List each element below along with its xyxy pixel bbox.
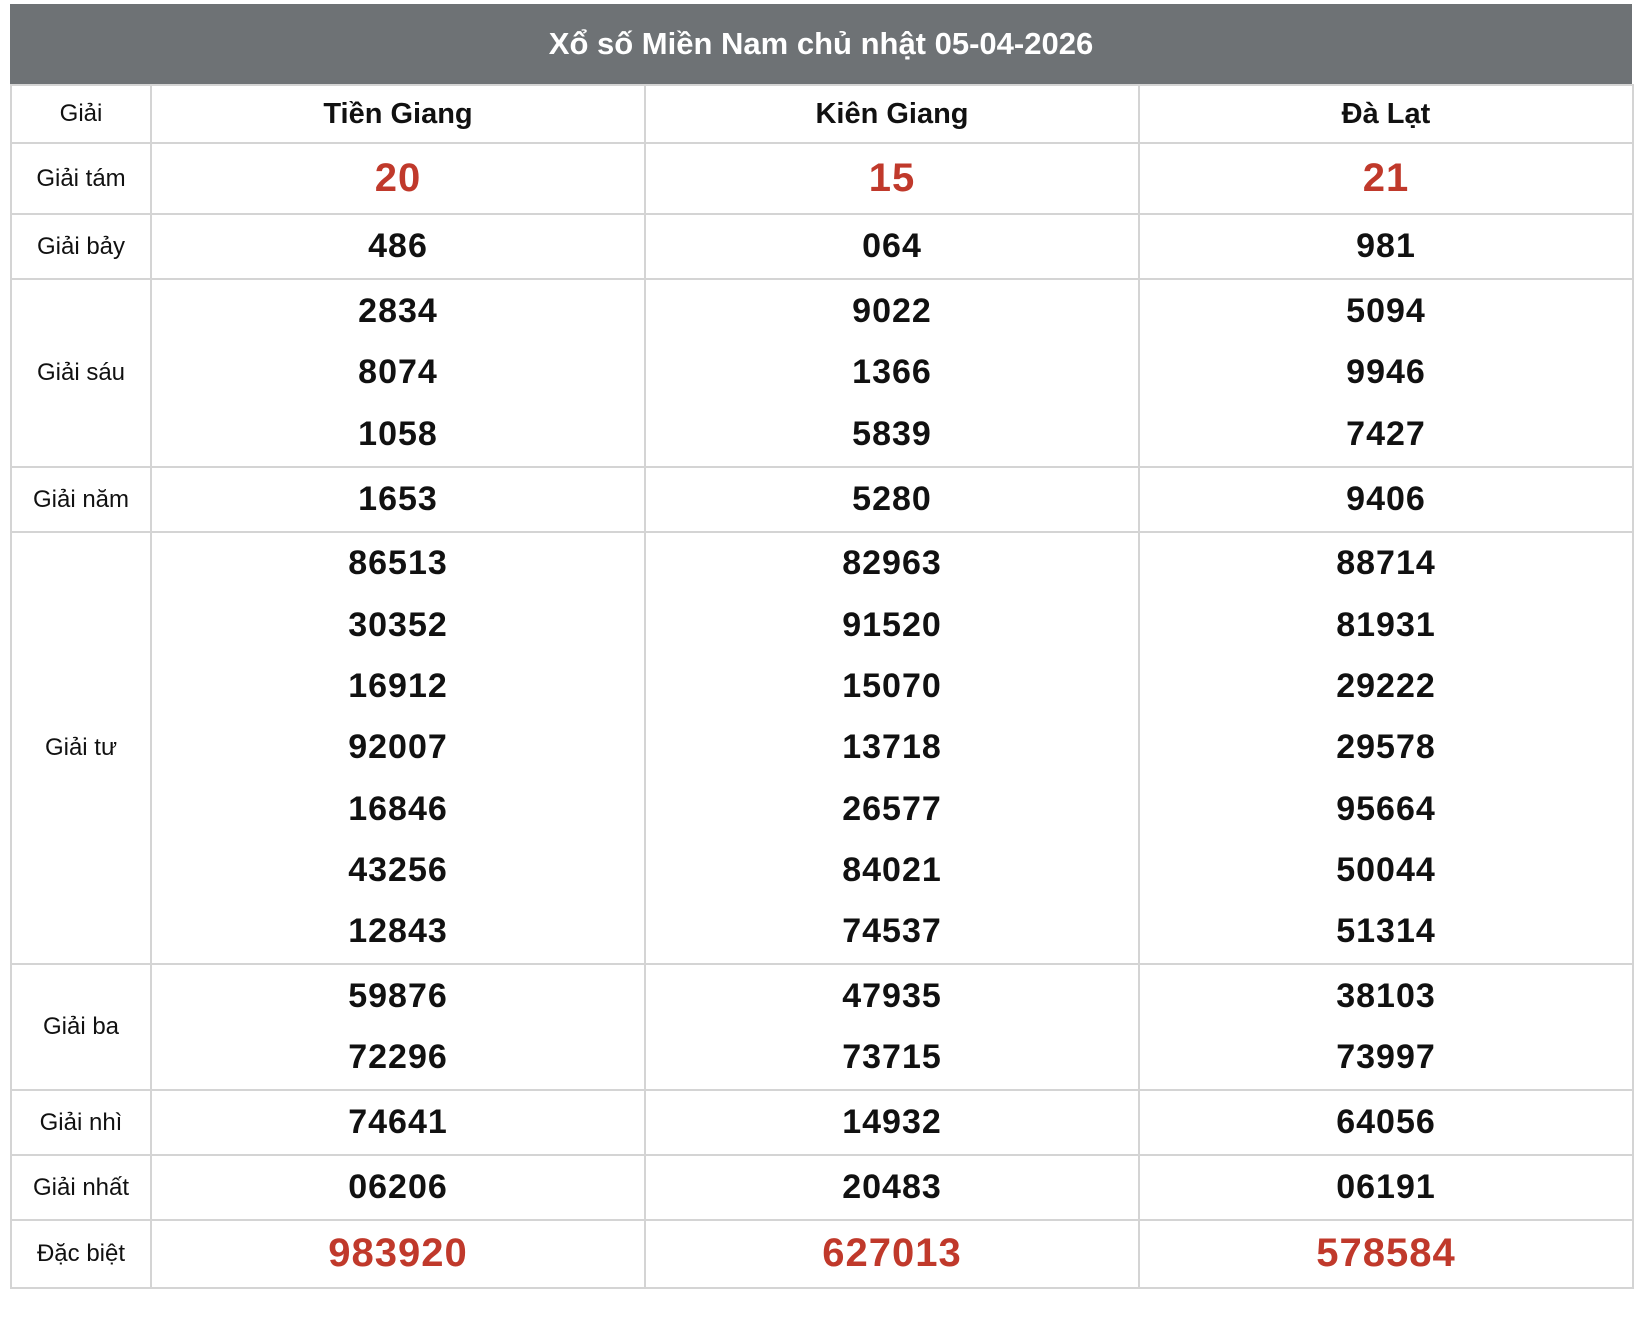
result-number: 12843 (348, 912, 448, 951)
result-stack (152, 148, 644, 209)
province-header-kien-giang[interactable]: Kiên Giang (645, 85, 1139, 143)
result-number: 983920 (328, 1231, 468, 1276)
result-number: 064 (862, 226, 922, 265)
result-cell (1139, 964, 1633, 1090)
result-number: 13718 (842, 728, 942, 767)
results-panel (10, 4, 1632, 1289)
result-cell (645, 467, 1139, 532)
result-cell (1139, 279, 1633, 467)
prize-label: Giải bảy (11, 214, 151, 279)
prize-row-giai-tam (11, 143, 1633, 214)
result-stack (646, 966, 1138, 1089)
result-cell (1139, 143, 1633, 214)
result-stack (646, 1092, 1138, 1153)
result-stack (1140, 216, 1632, 277)
result-cell (151, 964, 645, 1090)
result-number: 86513 (348, 544, 448, 583)
result-cell (1139, 214, 1633, 279)
result-number: 92007 (348, 728, 448, 767)
result-cell (1139, 1220, 1633, 1288)
result-number: 91520 (842, 605, 942, 644)
result-number: 1058 (358, 414, 438, 453)
result-number: 578584 (1316, 1231, 1456, 1276)
prize-label: Giải năm (11, 467, 151, 532)
prize-row-giai-ba (11, 964, 1633, 1090)
result-number: 95664 (1336, 789, 1436, 828)
header-row (11, 85, 1633, 143)
result-cell (151, 214, 645, 279)
result-number: 9406 (1346, 479, 1426, 518)
result-number: 9022 (852, 292, 932, 331)
page-title: Xổ số Miền Nam chủ nhật 05-04-2026 (10, 4, 1632, 84)
prize-row-giai-sau (11, 279, 1633, 467)
result-number: 1366 (852, 353, 932, 392)
prize-row-giai-nhi (11, 1090, 1633, 1155)
result-stack (152, 1223, 644, 1284)
result-number: 74641 (348, 1102, 448, 1141)
result-number: 06206 (348, 1167, 448, 1206)
result-stack (646, 469, 1138, 530)
result-cell (645, 1090, 1139, 1155)
result-number: 627013 (822, 1231, 962, 1276)
result-cell (151, 1155, 645, 1220)
result-stack (646, 1157, 1138, 1218)
result-number: 64056 (1336, 1102, 1436, 1141)
result-stack (152, 469, 644, 530)
result-cell (1139, 1090, 1633, 1155)
result-stack (152, 216, 644, 277)
result-number: 51314 (1336, 912, 1436, 951)
result-number: 21 (1362, 155, 1410, 200)
result-cell (645, 1155, 1139, 1220)
result-number: 73715 (842, 1038, 942, 1076)
result-number: 50044 (1336, 850, 1436, 889)
result-cell (151, 1090, 645, 1155)
result-number: 486 (368, 226, 428, 265)
result-cell (645, 964, 1139, 1090)
result-stack (1140, 469, 1632, 530)
result-number: 84021 (842, 850, 942, 889)
result-number: 20 (374, 155, 422, 200)
result-stack (1140, 1223, 1632, 1284)
result-stack (646, 1223, 1138, 1284)
result-number: 30352 (348, 605, 448, 644)
result-number: 14932 (842, 1102, 942, 1141)
prize-label: Giải sáu (11, 279, 151, 467)
result-cell (645, 214, 1139, 279)
result-number: 47935 (842, 976, 942, 1015)
result-number: 82963 (842, 544, 942, 583)
province-header-da-lat[interactable]: Đà Lạt (1139, 85, 1633, 143)
result-stack (646, 148, 1138, 209)
province-header-tien-giang[interactable]: Tiền Giang (151, 85, 645, 143)
result-stack (152, 966, 644, 1089)
result-number: 81931 (1336, 605, 1436, 644)
result-number: 72296 (348, 1038, 448, 1076)
result-number: 59876 (348, 976, 448, 1015)
result-stack (646, 533, 1138, 962)
result-number: 16912 (348, 667, 448, 706)
result-cell (645, 279, 1139, 467)
result-number: 20483 (842, 1167, 942, 1206)
result-cell (1139, 467, 1633, 532)
result-cell (151, 279, 645, 467)
result-number: 5280 (852, 479, 932, 518)
prize-row-giai-nam (11, 467, 1633, 532)
result-cell (151, 143, 645, 214)
prize-row-giai-tu (11, 532, 1633, 964)
result-stack (152, 281, 644, 465)
result-number: 26577 (842, 789, 942, 828)
result-stack (152, 1092, 644, 1153)
result-number: 43256 (348, 850, 448, 889)
result-number: 981 (1356, 226, 1416, 265)
prize-row-dac-biet (11, 1220, 1633, 1288)
result-stack (646, 216, 1138, 277)
prize-column-header: Giải (11, 85, 151, 143)
result-number: 74537 (842, 912, 942, 951)
result-stack (152, 1157, 644, 1218)
result-number: 1653 (358, 479, 438, 518)
result-number: 88714 (1336, 544, 1436, 583)
result-number: 5839 (852, 414, 932, 453)
result-number: 7427 (1346, 414, 1426, 453)
result-stack (1140, 1157, 1632, 1218)
result-cell (1139, 532, 1633, 964)
result-number: 29222 (1336, 667, 1436, 706)
result-number: 2834 (358, 292, 438, 331)
result-cell (645, 532, 1139, 964)
prize-label: Giải nhất (11, 1155, 151, 1220)
result-number: 73997 (1336, 1038, 1436, 1076)
result-number: 06191 (1336, 1167, 1436, 1206)
result-number: 29578 (1336, 728, 1436, 767)
result-number: 15070 (842, 667, 942, 706)
result-stack (1140, 148, 1632, 209)
result-cell (645, 143, 1139, 214)
prize-label: Giải tư (11, 532, 151, 964)
result-stack (646, 281, 1138, 465)
result-number: 16846 (348, 789, 448, 828)
prize-row-giai-nhat (11, 1155, 1633, 1220)
result-number: 15 (868, 155, 916, 200)
result-number: 8074 (358, 353, 438, 392)
prize-label: Đặc biệt (11, 1220, 151, 1288)
result-cell (151, 1220, 645, 1288)
prize-label: Giải ba (11, 964, 151, 1090)
result-cell (151, 532, 645, 964)
result-cell (1139, 1155, 1633, 1220)
result-stack (1140, 966, 1632, 1089)
result-number: 5094 (1346, 292, 1426, 331)
prize-row-giai-bay (11, 214, 1633, 279)
result-stack (152, 533, 644, 962)
result-number: 9946 (1346, 353, 1426, 392)
result-number: 38103 (1336, 976, 1436, 1015)
result-cell (645, 1220, 1139, 1288)
result-stack (1140, 281, 1632, 465)
result-stack (1140, 1092, 1632, 1153)
result-cell (151, 467, 645, 532)
result-stack (1140, 533, 1632, 962)
prize-label: Giải tám (11, 143, 151, 214)
prize-label: Giải nhì (11, 1090, 151, 1155)
results-table (10, 84, 1634, 1289)
